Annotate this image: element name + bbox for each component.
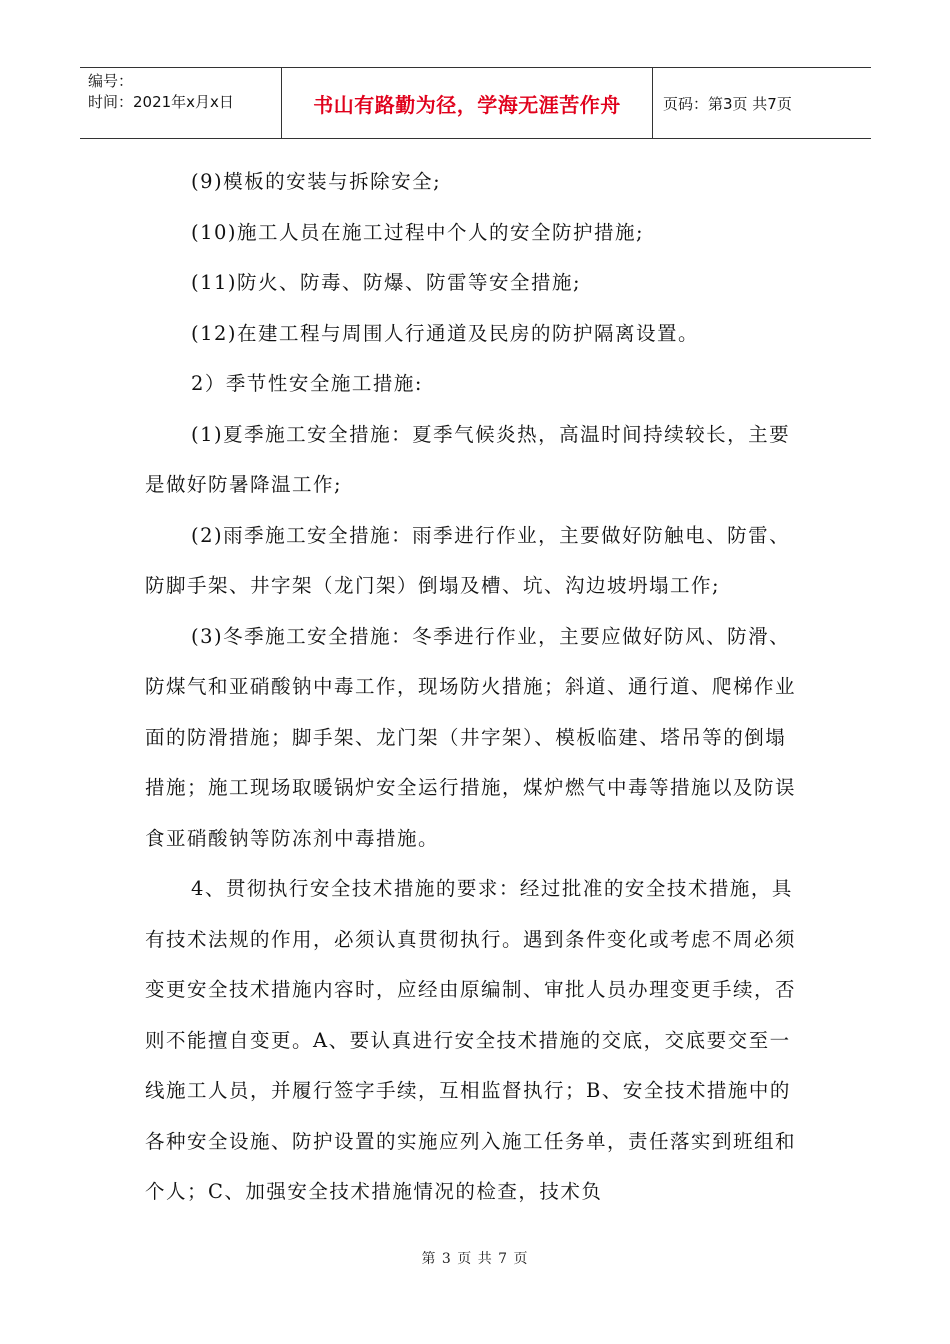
header-page-info: 页码：第3页 共7页 <box>663 94 792 113</box>
paragraph: (11)防火、防毒、防爆、防雷等安全措施; <box>191 271 582 294</box>
page-footer: 第 3 页 共 7 页 <box>421 1251 529 1267</box>
paragraph: 4、贯彻执行安全技术措施的要求：经过批准的安全技术措施，具有技术法规的作用，必须认真贯彻执行。遇到条件变化或考虑不周必须变更安全技术措施内容时，应经由原编制、审批人员办理变更手续，否则不能擅自变更。A、要认真进行安全技术措施的交底，交底要交至一线施工人员，并履行签字手续，互相监督执行；B、安全技术措施中的各种安全设施、防护设置的实施应列入施工任务单，责任落实到班组和个人；C、加强安全技术措施情况的检查，技术负 <box>145 877 797 1203</box>
document-header <box>80 67 871 139</box>
paragraph: (1)夏季施工安全措施：夏季气候炎热，高温时间持续较长，主要是做好防暑降温工作; <box>145 422 791 496</box>
paragraph: (2)雨季施工安全措施：雨季进行作业，主要做好防触电、防雷、防脚手架、井字架（龙门架）倒塌及槽、坑、沟边坡坍塌工作; <box>145 523 791 597</box>
header-motto: 书山有路勤为径，学海无涯苦作舟 <box>282 68 653 138</box>
paragraph: (9)模板的安装与拆除安全; <box>191 170 442 193</box>
paragraph: 2）季节性安全施工措施: <box>191 372 423 395</box>
paragraph: (12)在建工程与周围人行通道及民房的防护隔离设置。 <box>191 321 700 345</box>
paragraph: (3)冬季施工安全措施：冬季进行作业，主要应做好防风、防滑、防煤气和亚硝酸钠中毒工作，现场防火措施；斜道、通行道、爬梯作业面的防滑措施；脚手架、龙门架（井字架）、模板临建、塔吊等的倒塌措施；施工现场取暖锅炉安全运行措施，煤炉燃气中毒等措施以及防误食亚硝酸钠等防冻剂中毒措施。 <box>145 624 797 850</box>
header-meta <box>80 68 282 138</box>
document-body <box>145 157 805 1218</box>
document-date: 时间：2021年x月x日 <box>88 93 234 111</box>
document-number-label: 编号： <box>88 72 134 90</box>
paragraph: (10)施工人员在施工过程中个人的安全防护措施; <box>191 220 645 244</box>
